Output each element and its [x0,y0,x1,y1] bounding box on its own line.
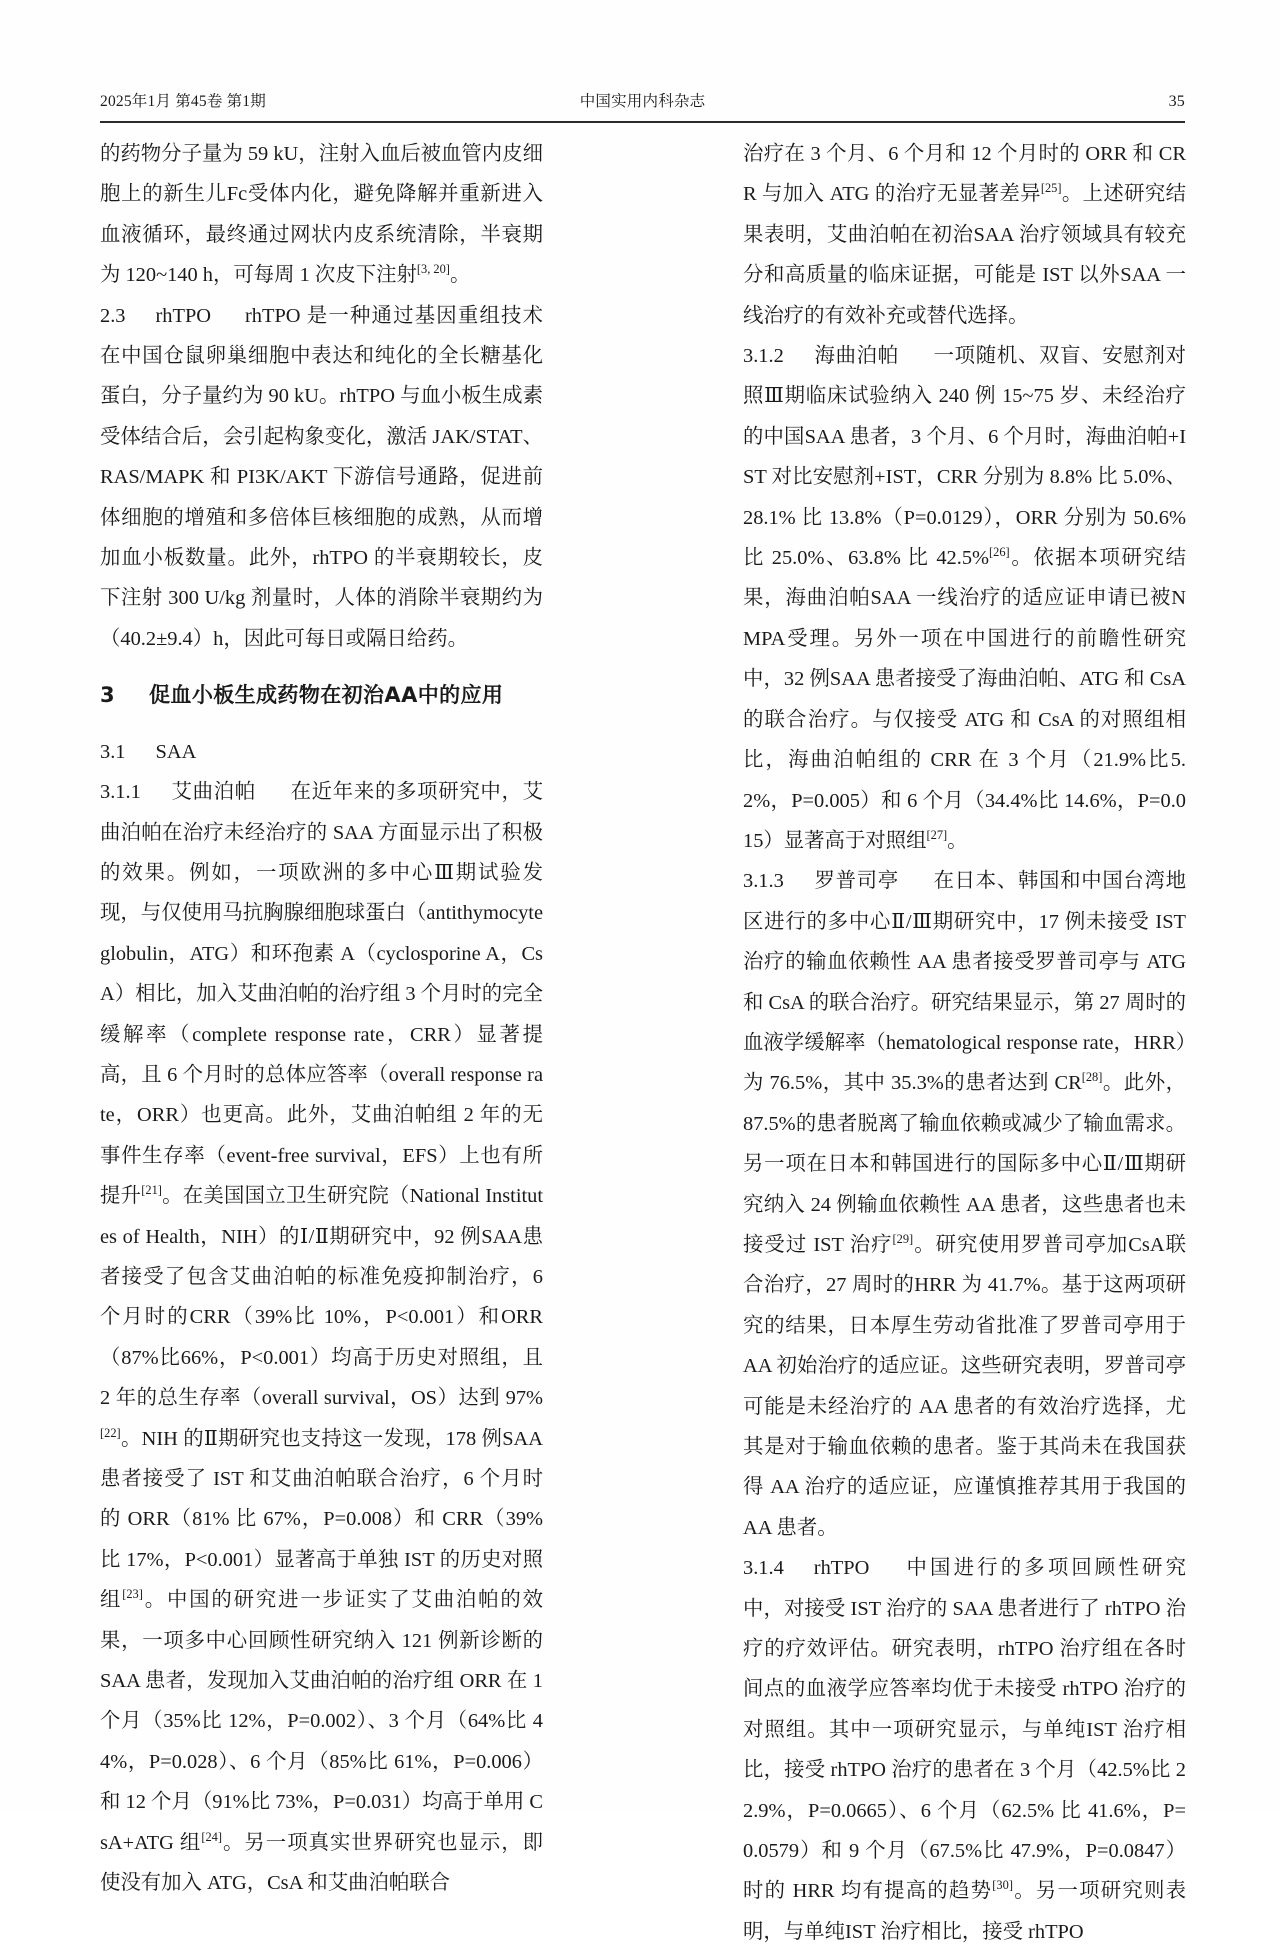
reference-marker-24: [24] [201,1829,222,1844]
section-3-1-title: SAA [155,740,197,763]
section-2-3-rhtpo [100,296,543,660]
section-3-1-2-number: 3.1.2 [743,345,784,368]
reference-marker-30: [30] [992,1878,1013,1893]
reference-marker-21: [21] [141,1183,162,1198]
left-column [100,134,544,1895]
section-body: rhTPO 是一种通过基因重组技术在中国仓鼠卵巢细胞中表达和纯化的全长糖基化蛋白，分子量约为 90 kU。rhTPO 与血小板生成素受体结合后，会引起构象变化，激活 JAK/STAT、RAS/MAPK 和 PI3K/AKT 下游信号通路，促进前体细胞的增殖和多倍体巨核细胞的成熟，从而增加血小板数量。此外，rhTPO 的半衰期较长，皮下注射 300 U/kg 剂量时，人体的消除半衰期约为（40.2±9.4）h，因此可每日或隔日给药。 [100,304,544,650]
section-number: 2.3 [100,304,126,327]
section-3-1-3-body-b: 。此外，87.5%的患者脱离了输血依赖或减少了输血需求。另一项在日本和韩国进行的国际多中心Ⅱ/Ⅲ期研究纳入 24 例输血依赖性 AA 患者，这些患者也未接受过 IST 治疗 [743,1072,1186,1256]
reference-marker-26: [26] [989,545,1010,560]
reference-marker-27: [27] [926,828,948,843]
section-3-1-3-title: 罗普司亭 [813,870,899,893]
paragraph-continued-from-left-column [743,134,1186,336]
section-3-1-1-body-d: 。中国的研究进一步证实了艾曲泊帕的效果，一项多中心回顾性研究纳入 121 例新诊断的 SAA 患者，发现加入艾曲泊帕的治疗组 ORR 在 1 个月（35%比 12%，P=0.002）、3 个月（64%比 44%，P=0.028）、6 个月（85%比 61%，P=0.006）和 12 个月（91%比 73%，P=0.031）均高于单用 CsA+ATG 组 [100,1589,544,1854]
section-3-1-1-title: 艾曲泊帕 [170,781,256,804]
section-3-1-1-body-c: 。NIH 的Ⅱ期研究也支持这一发现，178 例SAA 患者接受了 IST 和艾曲泊帕联合治疗，6 个月时的 ORR（81% 比 67%，P=0.008）和 CRR（39% 比 17%，P<0.001）显著高于单独 IST 的历史对照组 [100,1427,543,1612]
reference-marker-25: [25] [1040,181,1062,196]
running-head [100,85,1185,111]
reference-marker-23: [23] [122,1587,143,1602]
section-3-1-4-number: 3.1.4 [743,1557,784,1580]
section-3-1-4-body-a: 中国进行的多项回顾性研究中，对接受 IST 治疗的 SAA 患者进行了 rhTPO 治疗的疗效评估。研究表明，rhTPO 治疗组在各时间点的血液学应答率均优于未接受 rhTPO 治疗的对照组。其中一项研究显示，与单纯IST 治疗相比，接受 rhTPO 治疗的患者在 3 个月（42.5%比 22.9%，P=0.0665）、6 个月（62.5% 比 41.6%，P=0.0579）和 9 个月（67.5%比 47.9%，P=0.0847）时的 HRR 均有提高的趋势 [743,1557,1186,1903]
section-3-1-heading [100,732,543,772]
section-3-1-2-body-b: 。依据本项研究结果，海曲泊帕SAA 一线治疗的适应证申请已被NMPA受理。另外一项在中国进行的前瞻性研究中，32 例SAA 患者接受了海曲泊帕、ATG 和 CsA 的联合治疗。与仅接受 ATG 和 CsA 的对照组相比，海曲泊帕组的 CRR 在 3 个月（21.9%比5.2%，P=0.005）和 6 个月（34.4%比 14.6%，P=0.015）显著高于对照组 [743,547,1186,852]
reference-marker-3-20: [3, 20] [416,262,450,277]
section-3-1-1-eltrombopag [100,772,543,1903]
reference-marker-22: [22] [100,1425,121,1440]
section-3-1-2-body-a: 一项随机、双盲、安慰剂对照Ⅲ期临床试验纳入 240 例 15~75 岁、未经治疗的中国SAA 患者，3 个月、6 个月时，海曲泊帕+IST 对比安慰剂+IST，CRR 分别为 8.8% 比 5.0%、28.1% 比 13.8%（P=0.0129），ORR 分别为 50.6% 比 25.0%、63.8% 比 42.5% [743,345,1187,570]
section-3-1-3-body-a: 在日本、韩国和中国台湾地区进行的多中心Ⅱ/Ⅲ期研究中，17 例未接受 IST 治疗的输血依赖性 AA 患者接受罗普司亭与 ATG 和 CsA 的联合治疗。研究结果显示，第 27 周时的血液学缓解率（hematological response rate，HRR）为 76.5%，其中 35.3%的患者达到 CR [743,870,1187,1095]
para-text: 的药物分子量为 59 kU，注射入血后被血管内皮细胞上的新生儿Fc受体内化，避免降解并重新进入血液循环，最终通过网状内皮系统清除，半衰期为 120~140 h，可每周 1 次皮下注射 [100,143,543,287]
running-head-journal: 中国实用内科杂志 [579,93,706,110]
two-column-body [100,134,1187,1943]
paragraph-continued-from-previous-page [100,134,543,296]
section-3-1-1-number: 3.1.1 [100,781,141,804]
section-3-1-2-hetrombopag [743,336,1186,861]
section-3-heading [100,675,543,715]
section-3-1-3-number: 3.1.3 [743,870,784,893]
section-title: rhTPO [155,304,212,327]
reference-marker-29: [29] [892,1232,914,1247]
section-3-title: 促血小板生成药物在初治AA中的应用 [149,683,504,708]
section-3-1-1-body-b: 。在美国国立卫生研究院（National Institutes of Health，NIH）的Ⅰ/Ⅱ期研究中，92 例SAA患者接受了包含艾曲泊帕的标准免疫抑制治疗，6 个月时的CRR（39%比 10%，P<0.001）和ORR（87%比66%，P<0.001）均高于历史对照组，且 2 年的总生存率（overall survival，OS）达到 97% [100,1185,544,1410]
section-3-1-4-rhtpo [743,1548,1186,1952]
running-head-issue: 2025年1月 第45卷 第1期 [100,93,266,110]
section-3-number: 3 [100,683,116,708]
section-3-1-2-body-c: 。 [947,829,968,852]
section-3-1-3-romiplostim [743,861,1186,1548]
reference-marker-28: [28] [1081,1070,1103,1085]
section-3-1-2-title: 海曲泊帕 [813,345,899,368]
para-text-b: 。上述研究结果表明，艾曲泊帕在初治SAA 治疗领域具有较充分和高质量的临床证据，可能是 IST 以外SAA 一线治疗的有效补充或替代选择。 [743,183,1186,327]
right-column [743,134,1187,1943]
section-3-1-1-body-e: 。另一项真实世界研究也显示，即使没有加入 ATG，CsA 和艾曲泊帕联合 [100,1831,544,1895]
para-text-tail: 。 [449,264,471,287]
section-3-1-1-body-a: 在近年来的多项研究中，艾曲泊帕在治疗未经治疗的 SAA 方面显示出了积极的效果。例如，一项欧洲的多中心Ⅲ期试验发现，与仅使用马抗胸腺细胞球蛋白（antithymocyte globulin，ATG）和环孢素 A（cyclosporine A，CsA）相比，加入艾曲泊帕的治疗组 3 个月时的完全缓解率（complete response rate，CRR）显著提高，且 6 个月时的总体应答率（overall response rate，ORR）也更高。此外，艾曲泊帕组 2 年的无事件生存率（event-free survival，EFS）上也有所提升 [100,781,544,1208]
section-3-1-number: 3.1 [100,740,126,763]
header-divider-rule [100,121,1185,123]
section-3-1-4-body-b: 。另一项研究则表明，与单纯IST 治疗相比，接受 rhTPO [743,1880,1187,1943]
section-3-1-3-body-c: 。研究使用罗普司亭加CsA联合治疗，27 周时的HRR 为 41.7%。基于这两项研究的结果，日本厚生劳动省批准了罗普司亭用于 AA 初始治疗的适应证。这些研究表明，罗普司亭可能是未经治疗的 AA 患者的有效治疗选择，尤其是对于输血依赖的患者。鉴于其尚未在我国获得 AA 治疗的适应证，应谨慎推荐其用于我国的 AA 患者。 [743,1233,1186,1539]
section-3-1-4-title: rhTPO [813,1557,870,1580]
page-number: 35 [1168,93,1185,110]
para-text-a: 治疗在 3 个月、6 个月和 12 个月时的 ORR 和 CRR 与加入 ATG 的治疗无显著差异 [743,143,1186,206]
